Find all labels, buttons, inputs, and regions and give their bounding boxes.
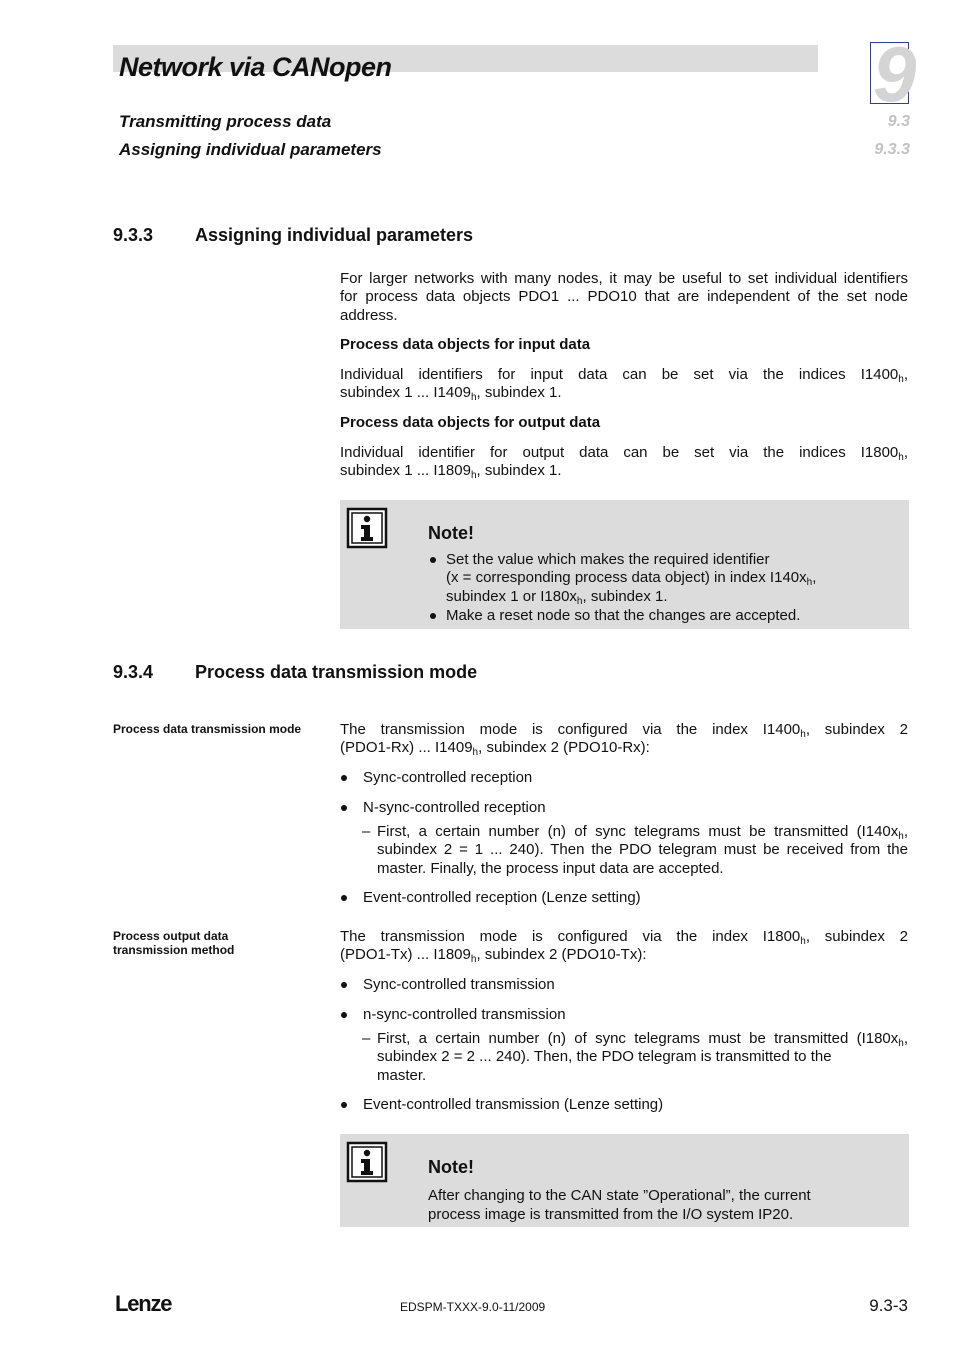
list-subitem: – First, a certain number (n) of sync telegrams must be transmitted ($I180x_h$, subindex 2 = 2 ... 240). Then, the PDO telegram is transmitted to the master. bbox=[362, 1030, 908, 1084]
note-box bbox=[340, 1134, 909, 1227]
margin-label: Process data transmission mode bbox=[113, 722, 302, 736]
input-line-1: Individual identifiers for input data can be set via the indices $I1400_h$, bbox=[340, 366, 908, 385]
note-title: Note! bbox=[428, 523, 474, 543]
margin-label: Process output data transmission method bbox=[113, 929, 235, 957]
note-box: Note! Set the value which makes the required identifier (x = corresponding process data object) in index $I140x_h$, subindex 1 or $I180x_h$, subindex 1. Make a reset node so that the changes are accepted. bbox=[340, 500, 909, 629]
intro-line-2: for process data objects PDO1 ... PDO10 that are independent of the set node bbox=[340, 288, 908, 305]
header-subtitle-2: Assigning individual parameters bbox=[119, 140, 382, 159]
input-heading: Process data objects for input data bbox=[340, 336, 591, 353]
info-icon bbox=[347, 1142, 387, 1182]
section-title: Process data transmission mode bbox=[195, 662, 478, 682]
output-line-1: Individual identifier for output data can be set via the indices $I1800_h$, bbox=[340, 444, 908, 463]
page-number: 9.3-3 bbox=[869, 1296, 908, 1315]
list-subitem: – First, a certain number (n) of sync telegrams must be transmitted ($I140x_h$, subindex 2 = 1 ... 240). Then the PDO telegram must be received from the master. Finally, the process input data are accepted. bbox=[362, 823, 908, 877]
note-text-line: After changing to the CAN state ”Operational”, the current bbox=[428, 1187, 811, 1204]
intro-line-3: address. bbox=[340, 307, 398, 324]
section-number: 9.3.3 bbox=[113, 225, 154, 245]
intro-line-1: For larger networks with many nodes, it may be useful to set individual identifiers bbox=[340, 270, 908, 287]
lenze-logo: Lenze bbox=[115, 1291, 172, 1316]
tx-line-1: The transmission mode is configured via the index $I1800_h$, subindex 2 bbox=[340, 928, 908, 947]
header-subtitle-1: Transmitting process data bbox=[119, 112, 332, 131]
subtitle-2-number: 9.3.3 bbox=[874, 141, 910, 158]
note-title: Note! bbox=[428, 1157, 474, 1177]
rx-line-2: (PDO1-Rx) ... $I1409_h$, subindex 2 (PDO10-Rx): bbox=[340, 739, 650, 758]
page-title: Network via CANopen bbox=[119, 52, 392, 82]
info-icon bbox=[347, 508, 387, 548]
document-id: EDSPM-TXXX-9.0-11/2009 bbox=[400, 1300, 546, 1314]
input-line-2: subindex 1 ... $I1409_h$, subindex 1. bbox=[340, 384, 562, 403]
output-heading: Process data objects for output data bbox=[340, 414, 601, 431]
rx-line-1: The transmission mode is configured via the index $I1400_h$, subindex 2 bbox=[340, 721, 908, 740]
section-title: Assigning individual parameters bbox=[195, 225, 474, 245]
subtitle-1-number: 9.3 bbox=[887, 113, 910, 130]
note-text-line: process image is transmitted from the I/O system IP20. bbox=[428, 1206, 794, 1223]
section-number: 9.3.4 bbox=[113, 662, 154, 682]
chapter-number: 9 bbox=[873, 30, 917, 118]
output-line-2: subindex 1 ... $I1809_h$, subindex 1. bbox=[340, 462, 562, 481]
tx-line-2: (PDO1-Tx) ... $I1809_h$, subindex 2 (PDO10-Tx): bbox=[340, 946, 647, 965]
chapter-number-box bbox=[870, 30, 917, 118]
